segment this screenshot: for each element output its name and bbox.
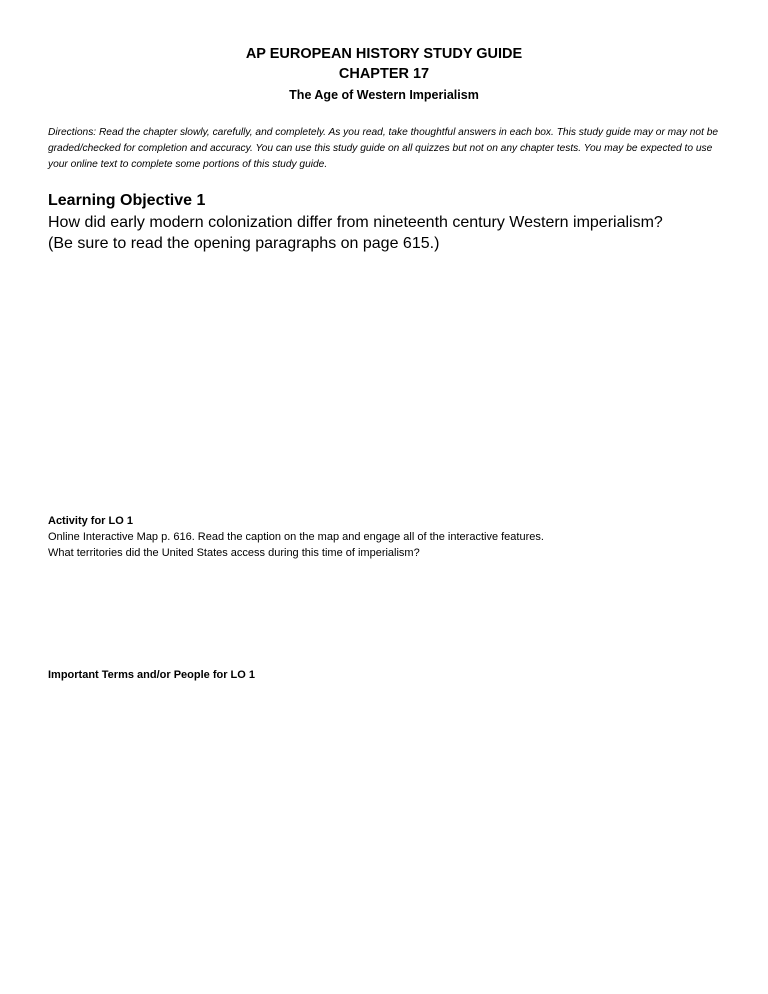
activity-question: What territories did the United States access during this time of imperialism? [48,547,420,559]
learning-objective-note: (Be sure to read the opening paragraphs on page 615.) [48,235,440,252]
chapter-number: CHAPTER 17 [338,66,430,82]
directions-text: Directions: Read the chapter slowly, carefully, and completely. As you read, take thoughtful answers in each box. This study guide may or may not be graded/checked for completion and accuracy. You can use this study guide on all quizzes but not on any chapter tests. You may be expected to use your online text to complete some portions of this study guide. [48,127,719,170]
activity-instruction: Online Interactive Map p. 616. Read the caption on the map and engage all of the interactive features. [48,531,544,543]
document-title: AP EUROPEAN HISTORY STUDY GUIDE [245,46,523,62]
chapter-subtitle: The Age of Western Imperialism [289,88,479,102]
activity-heading: Activity for LO 1 [48,515,133,527]
important-terms-heading: Important Terms and/or People for LO 1 [48,669,255,681]
learning-objective-heading: Learning Objective 1 [48,192,206,209]
learning-objective-question: How did early modern colonization differ from nineteenth century Western imperialism? [48,214,663,231]
